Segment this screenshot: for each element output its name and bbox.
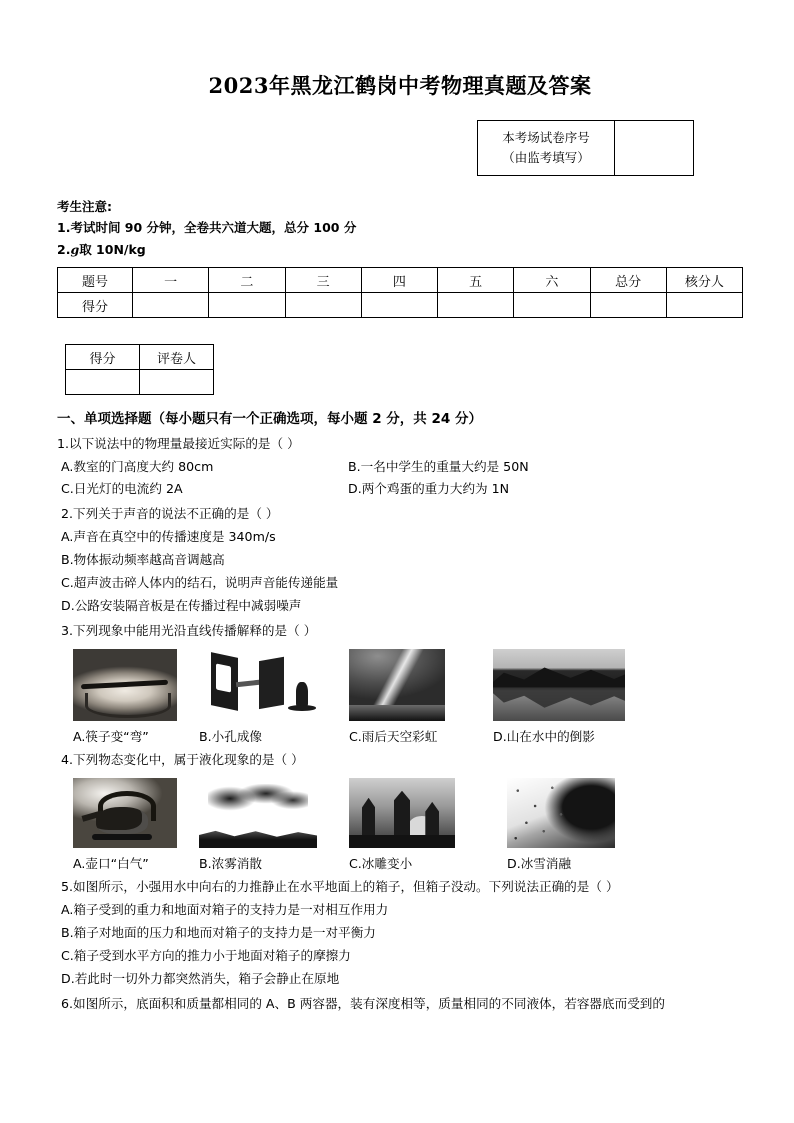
mountain-reflection-photo — [493, 649, 625, 721]
grader-value-score[interactable] — [66, 370, 140, 395]
column-header-3: 三 — [285, 268, 361, 293]
question-1-option-c[interactable]: C.日光灯的电流约 2A — [61, 481, 183, 497]
row-label-score: 得分 — [58, 293, 133, 318]
ice-sculpture-photo — [349, 778, 455, 848]
grader-header-score: 得分 — [66, 345, 140, 370]
question-3-stem: 3.下列现象中能用光沿直线传播解释的是（ ） — [61, 622, 317, 638]
notice-item-2 — [57, 239, 743, 261]
notice-item-1: 1.考试时间 90 分钟，全卷共六道大题，总分 100 分 — [57, 220, 357, 235]
question-3-choice-a[interactable] — [73, 649, 189, 747]
column-header-2: 二 — [209, 268, 285, 293]
question-1-stem: 1.以下说法中的物理量最接近实际的是（ ） — [57, 435, 300, 451]
score-cell-6[interactable] — [514, 293, 590, 318]
question-1-option-b[interactable]: B.一名中学生的重量大约是 50N — [348, 458, 529, 474]
question-1-option-d[interactable]: D.两个鸡蛋的重力大约为 1N — [348, 481, 510, 497]
question-4-figure-row — [57, 778, 743, 874]
question-1-options-row-1 — [57, 456, 743, 479]
column-header-5: 五 — [438, 268, 514, 293]
kettle-steam-photo — [73, 778, 177, 848]
question-1-option-a[interactable]: A.教室的门高度大约 80cm — [61, 458, 214, 474]
serial-box-wrapper — [57, 120, 743, 176]
table-row-question-numbers — [58, 268, 743, 293]
question-5-option-c[interactable]: C.箱子受到水平方向的推力小于地面对箱子的摩擦力 — [61, 948, 351, 964]
question-3-figure-row — [57, 649, 743, 747]
score-cell-1[interactable] — [133, 293, 209, 318]
notice-item-2-rest: 取 10N/kg — [79, 241, 146, 257]
column-header-1: 一 — [133, 268, 209, 293]
question-4-choice-c[interactable] — [349, 778, 489, 874]
score-cell-checker[interactable] — [666, 293, 742, 318]
column-header-4: 四 — [361, 268, 437, 293]
serial-label-line1: 本考场试卷序号 — [502, 130, 590, 146]
question-2-option-d[interactable]: D.公路安装隔音板是在传播过程中减弱噪声 — [61, 597, 302, 613]
question-3-choice-d[interactable] — [493, 649, 633, 747]
section-heading-multiple-choice: 一、单项选择题（每小题只有一个正确选项，每小题 2 分，共 24 分） — [57, 411, 482, 427]
question-2-option-b[interactable]: B.物体振动频率越高音调越高 — [61, 552, 225, 568]
question-2-stem: 2.下列关于声音的说法不正确的是（ ） — [61, 506, 279, 522]
question-5-option-b[interactable]: B.箱子对地面的压力和地而对箱子的支持力是一对平衡力 — [61, 925, 376, 941]
question-4-caption-b: B.浓雾消散 — [199, 856, 263, 872]
score-summary-table — [57, 267, 743, 318]
candidate-notice — [57, 196, 743, 261]
question-1-options-row-2 — [57, 478, 743, 501]
rainbow-after-rain-photo — [349, 649, 445, 721]
score-cell-5[interactable] — [438, 293, 514, 318]
question-5-option-d[interactable]: D.若此时一切外力都突然消失，箱子会静止在原地 — [61, 971, 340, 987]
column-header-checker: 核分人 — [666, 268, 742, 293]
question-5-option-a[interactable]: A.箱子受到的重力和地面对箱子的支持力是一对相互作用力 — [61, 902, 389, 918]
snow-melting-photo — [507, 778, 615, 848]
score-cell-4[interactable] — [361, 293, 437, 318]
question-3-caption-c: C.雨后天空彩虹 — [349, 728, 438, 744]
serial-value-cell[interactable] — [615, 120, 694, 175]
column-header-total: 总分 — [590, 268, 666, 293]
notice-item-2-prefix: 2. — [57, 241, 71, 257]
page-title: 2023年黑龙江鹤岗中考物理真题及答案 — [208, 73, 592, 98]
score-cell-2[interactable] — [209, 293, 285, 318]
row-label-question-number: 题号 — [58, 268, 133, 293]
page-content — [57, 70, 743, 1016]
question-4-choice-a[interactable] — [73, 778, 189, 874]
score-cell-3[interactable] — [285, 293, 361, 318]
table-row-grader-headers — [66, 345, 214, 370]
question-4-choice-d[interactable] — [507, 778, 647, 874]
question-4-caption-a: A.壶口“白气” — [73, 856, 149, 872]
question-3-choice-c[interactable] — [349, 649, 489, 747]
chopstick-in-bowl-photo — [73, 649, 177, 721]
question-4-stem: 4.下列物态变化中，属于液化现象的是（ ） — [61, 752, 304, 768]
fog-dispersing-photo — [199, 778, 317, 848]
pinhole-imaging-photo — [199, 649, 323, 721]
grader-value-reviewer[interactable] — [140, 370, 214, 395]
question-2-option-a[interactable]: A.声音在真空中的传播速度是 340m/s — [61, 529, 276, 545]
grader-box-table — [65, 344, 214, 395]
question-3-choice-b[interactable] — [199, 649, 349, 747]
serial-label-cell — [478, 120, 615, 175]
question-6-stem: 6.如图所示，底面积和质量都相同的 A、B 两容器，装有深度相等，质量相同的不同液体，若容器底而受到的 — [61, 996, 665, 1011]
score-cell-total[interactable] — [590, 293, 666, 318]
exam-serial-table — [477, 120, 694, 176]
question-5-stem: 5.如图所示，小强用水中向右的力推静止在水平地面上的箱子，但箱子没动。下列说法正确的是（ ） — [61, 879, 619, 895]
question-4-caption-c: C.冰雕变小 — [349, 856, 413, 872]
question-4-choice-b[interactable] — [199, 778, 349, 874]
question-3-caption-b: B.小孔成像 — [199, 728, 263, 744]
question-3-caption-a: A.筷子变“弯” — [73, 728, 149, 744]
question-4-caption-d: D.冰雪消融 — [507, 856, 572, 872]
question-3-caption-d: D.山在水中的倒影 — [493, 728, 595, 744]
serial-label-line2: （由监考填写） — [502, 149, 590, 165]
column-header-6: 六 — [514, 268, 590, 293]
gravity-constant-symbol: g — [70, 241, 80, 257]
question-2-option-c[interactable]: C.超声波击碎人体内的结石，说明声音能传递能量 — [61, 575, 339, 591]
grader-header-reviewer: 评卷人 — [140, 345, 214, 370]
notice-heading: 考生注意: — [57, 198, 112, 214]
table-row-grader-values — [66, 370, 214, 395]
table-row-scores — [58, 293, 743, 318]
